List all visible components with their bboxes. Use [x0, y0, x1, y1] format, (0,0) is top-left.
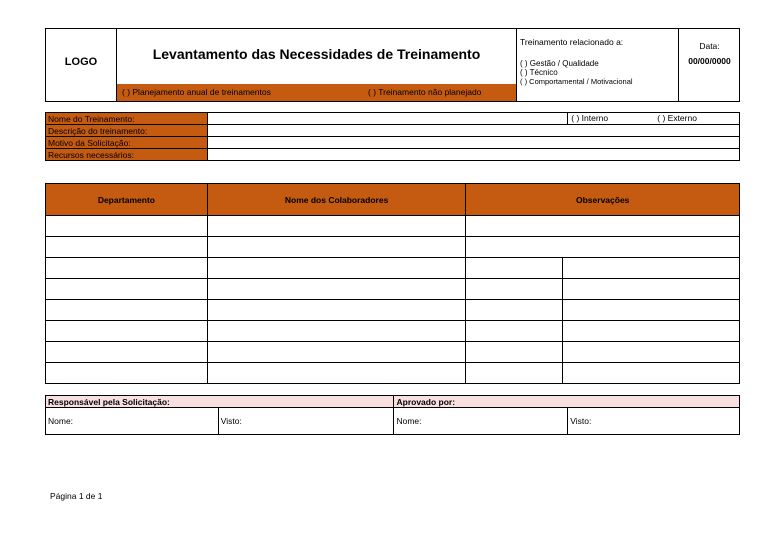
- table-cell[interactable]: [207, 237, 466, 258]
- option-unplanned[interactable]: ( ) Treinamento não planejado: [368, 87, 482, 97]
- field-value-reason[interactable]: [207, 137, 739, 149]
- field-value-name[interactable]: [207, 113, 567, 125]
- field-value-description[interactable]: [207, 125, 739, 137]
- table-cell[interactable]: [207, 363, 466, 384]
- approver-visto-field[interactable]: Visto:: [568, 408, 740, 435]
- table-cell[interactable]: [46, 321, 208, 342]
- column-header-employees: Nome dos Colaboradores: [207, 184, 466, 216]
- column-header-observations: Observações: [466, 184, 740, 216]
- page-number: Página 1 de 1: [50, 491, 103, 501]
- table-cell[interactable]: [207, 216, 466, 237]
- table-cell[interactable]: [466, 363, 563, 384]
- table-cell[interactable]: [563, 258, 740, 279]
- table-cell[interactable]: [563, 279, 740, 300]
- table-cell[interactable]: [466, 342, 563, 363]
- option-external[interactable]: ( ) Externo: [657, 113, 697, 123]
- table-cell[interactable]: [46, 342, 208, 363]
- table-cell[interactable]: [466, 300, 563, 321]
- table-cell[interactable]: [466, 237, 740, 258]
- table-cell[interactable]: [46, 258, 208, 279]
- field-label: Nome do Treinamento:: [46, 113, 208, 125]
- table-cell[interactable]: [466, 321, 563, 342]
- date-label: Data:: [699, 41, 720, 51]
- table-row: [46, 342, 740, 363]
- field-label: Motivo da Solicitação:: [46, 137, 208, 149]
- table-cell[interactable]: [466, 279, 563, 300]
- training-info-table: [45, 112, 740, 161]
- date-value[interactable]: 00/00/0000: [688, 56, 731, 66]
- table-row: [46, 300, 740, 321]
- internal-external: [568, 113, 740, 125]
- field-label: Recursos necessários:: [46, 149, 208, 161]
- column-header-department: Departamento: [46, 184, 208, 216]
- table-cell[interactable]: [46, 363, 208, 384]
- table-row: [46, 258, 740, 279]
- table-cell[interactable]: [207, 279, 466, 300]
- related-option-tecnico[interactable]: ( ) Técnico: [520, 68, 558, 77]
- table-cell[interactable]: [46, 237, 208, 258]
- field-value-resources[interactable]: [207, 149, 739, 161]
- logo: LOGO: [64, 56, 98, 68]
- option-internal[interactable]: ( ) Interno: [571, 113, 609, 123]
- table-cell[interactable]: [563, 300, 740, 321]
- requester-name-field[interactable]: Nome:: [46, 408, 219, 435]
- page-title: Levantamento das Necessidades de Treinamento: [152, 46, 481, 62]
- table-cell[interactable]: [563, 363, 740, 384]
- header-divider: [516, 28, 517, 102]
- signature-table: [45, 395, 740, 435]
- table-row: [46, 363, 740, 384]
- table-row: [46, 321, 740, 342]
- table-cell[interactable]: [563, 321, 740, 342]
- table-cell[interactable]: [466, 216, 740, 237]
- requester-label: Responsável pela Solicitação:: [46, 396, 394, 408]
- table-cell[interactable]: [207, 300, 466, 321]
- related-option-gestao[interactable]: ( ) Gestão / Qualidade: [520, 59, 599, 68]
- table-cell[interactable]: [46, 216, 208, 237]
- table-row: [46, 216, 740, 237]
- table-row: [46, 279, 740, 300]
- approved-label: Aprovado por:: [394, 396, 740, 408]
- planning-bar: [117, 84, 516, 101]
- table-cell[interactable]: [46, 300, 208, 321]
- table-row: [46, 237, 740, 258]
- table-cell[interactable]: [207, 258, 466, 279]
- related-option-comportamental[interactable]: ( ) Comportamental / Motivacional: [520, 77, 633, 86]
- approver-name-field[interactable]: Nome:: [394, 408, 568, 435]
- table-cell[interactable]: [207, 342, 466, 363]
- field-label: Descrição do treinamento:: [46, 125, 208, 137]
- table-cell[interactable]: [46, 279, 208, 300]
- employees-table: [45, 183, 740, 384]
- option-planned[interactable]: ( ) Planejamento anual de treinamentos: [122, 87, 271, 97]
- table-cell[interactable]: [207, 321, 466, 342]
- table-cell[interactable]: [466, 258, 563, 279]
- requester-visto-field[interactable]: Visto:: [218, 408, 394, 435]
- table-cell[interactable]: [563, 342, 740, 363]
- related-title: Treinamento relacionado a:: [520, 37, 624, 47]
